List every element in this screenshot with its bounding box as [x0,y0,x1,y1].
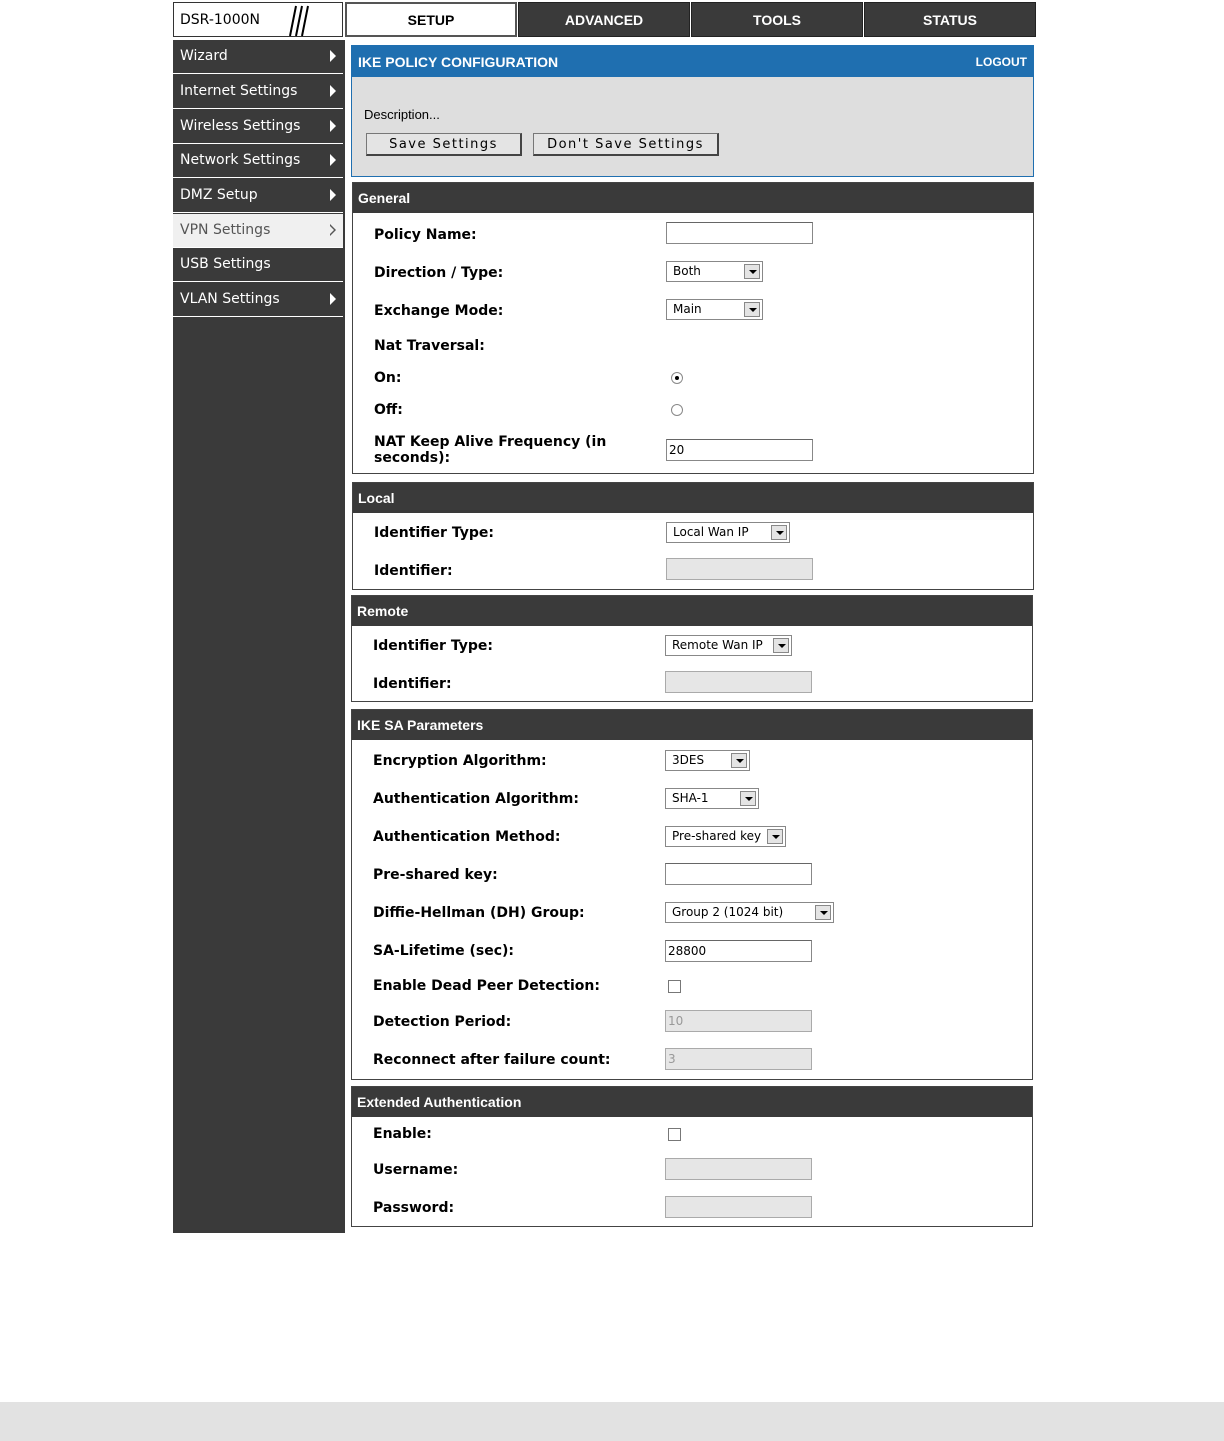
xauth-username-input[interactable] [665,1158,812,1180]
chevron-right-outline-icon [330,224,336,236]
sidebar-item-dmz-setup[interactable]: DMZ Setup [173,179,343,213]
exchange-mode-select[interactable]: Main [666,299,763,320]
section-header: IKE SA Parameters [352,710,1032,740]
keepalive-input[interactable]: 20 [666,439,813,461]
chevron-right-icon [330,50,336,62]
config-header-panel [351,45,1034,177]
logout-link[interactable]: LOGOUT [975,55,1027,69]
pre-shared-key-label: Pre-shared key: [373,867,498,883]
dropdown-arrow-icon [815,905,831,920]
title-bar [352,46,1033,77]
tab-status[interactable]: STATUS [864,2,1036,37]
brand-slashes-icon [280,3,310,38]
dropdown-arrow-icon [740,791,756,806]
nat-off-radio[interactable] [671,404,683,416]
local-identifier-label: Identifier: [374,563,453,579]
authentication-method-select[interactable]: Pre-shared key [665,826,786,847]
sa-lifetime-label: SA-Lifetime (sec): [373,943,515,959]
chevron-right-icon [330,85,336,97]
pre-shared-key-input[interactable] [665,863,812,885]
detection-period-label: Detection Period: [373,1014,512,1030]
chevron-right-icon [330,293,336,305]
dont-save-settings-button[interactable]: Don't Save Settings [533,133,719,156]
section-extended-authentication [351,1086,1033,1227]
encryption-algorithm-select[interactable]: 3DES [665,750,750,771]
dead-peer-detection-label: Enable Dead Peer Detection: [373,978,600,994]
sidebar-item-vlan-settings[interactable]: VLAN Settings [173,283,343,317]
dropdown-arrow-icon [744,302,760,317]
nat-traversal-label: Nat Traversal: [374,338,485,354]
remote-identifier-input[interactable] [665,671,812,693]
dropdown-arrow-icon [744,264,760,279]
direction-type-select[interactable]: Both [666,261,763,282]
section-ike-sa-parameters [351,709,1033,1080]
dropdown-arrow-icon [771,525,787,540]
sa-lifetime-input[interactable]: 28800 [665,940,812,962]
page-description: Description... [364,107,440,122]
page-title: IKE POLICY CONFIGURATION [358,54,559,70]
dropdown-arrow-icon [731,753,747,768]
model-name: DSR-1000N [180,12,260,28]
direction-type-label: Direction / Type: [374,265,504,281]
section-general [352,182,1034,474]
sidebar [173,40,345,1233]
nat-on-radio[interactable] [671,372,683,384]
reconnect-failure-count-label: Reconnect after failure count: [373,1052,611,1068]
policy-name-label: Policy Name: [374,227,477,243]
authentication-algorithm-select[interactable]: SHA-1 [665,788,759,809]
chevron-right-icon [330,120,336,132]
policy-name-input[interactable] [666,222,813,244]
local-identifier-type-label: Identifier Type: [374,525,494,541]
xauth-username-label: Username: [373,1162,459,1178]
authentication-method-label: Authentication Method: [373,829,561,845]
tab-setup[interactable]: SETUP [345,2,517,37]
section-header: Local [353,483,1033,513]
section-header: General [353,183,1033,213]
sidebar-item-wireless-settings[interactable]: Wireless Settings [173,110,343,144]
keepalive-label: NAT Keep Alive Frequency (in seconds): [374,434,607,466]
chevron-right-icon [330,189,336,201]
xauth-enable-checkbox[interactable] [668,1128,681,1141]
sidebar-item-internet-settings[interactable]: Internet Settings [173,75,343,109]
authentication-algorithm-label: Authentication Algorithm: [373,791,579,807]
remote-identifier-type-label: Identifier Type: [373,638,493,654]
dh-group-label: Diffie-Hellman (DH) Group: [373,905,585,921]
detection-period-input[interactable]: 10 [665,1010,812,1032]
xauth-password-input[interactable] [665,1196,812,1218]
dropdown-arrow-icon [773,638,789,653]
save-settings-button[interactable]: Save Settings [366,133,522,156]
nat-off-label: Off: [374,402,403,418]
tab-advanced[interactable]: ADVANCED [518,2,690,37]
brand-box [173,2,343,37]
local-identifier-type-select[interactable]: Local Wan IP [666,522,790,543]
exchange-mode-label: Exchange Mode: [374,303,504,319]
sidebar-item-wizard[interactable]: Wizard [173,40,343,74]
remote-identifier-type-select[interactable]: Remote Wan IP [665,635,792,656]
section-header: Extended Authentication [352,1087,1032,1117]
sidebar-item-usb-settings[interactable]: USB Settings [173,248,343,282]
encryption-algorithm-label: Encryption Algorithm: [373,753,547,769]
sidebar-item-network-settings[interactable]: Network Settings [173,144,343,178]
xauth-password-label: Password: [373,1200,455,1216]
local-identifier-input[interactable] [666,558,813,580]
xauth-enable-label: Enable: [373,1126,432,1142]
reconnect-failure-count-input[interactable]: 3 [665,1048,812,1070]
remote-identifier-label: Identifier: [373,676,452,692]
dead-peer-detection-checkbox[interactable] [668,980,681,993]
sidebar-item-vpn-settings[interactable]: VPN Settings [173,214,343,248]
tab-tools[interactable]: TOOLS [691,2,863,37]
dh-group-select[interactable]: Group 2 (1024 bit) [665,902,834,923]
chevron-right-icon [330,154,336,166]
section-remote [351,595,1033,702]
dropdown-arrow-icon [767,829,783,844]
nat-on-label: On: [374,370,402,386]
section-local [352,482,1034,590]
footer-bar [0,1402,1224,1441]
section-header: Remote [352,596,1032,626]
